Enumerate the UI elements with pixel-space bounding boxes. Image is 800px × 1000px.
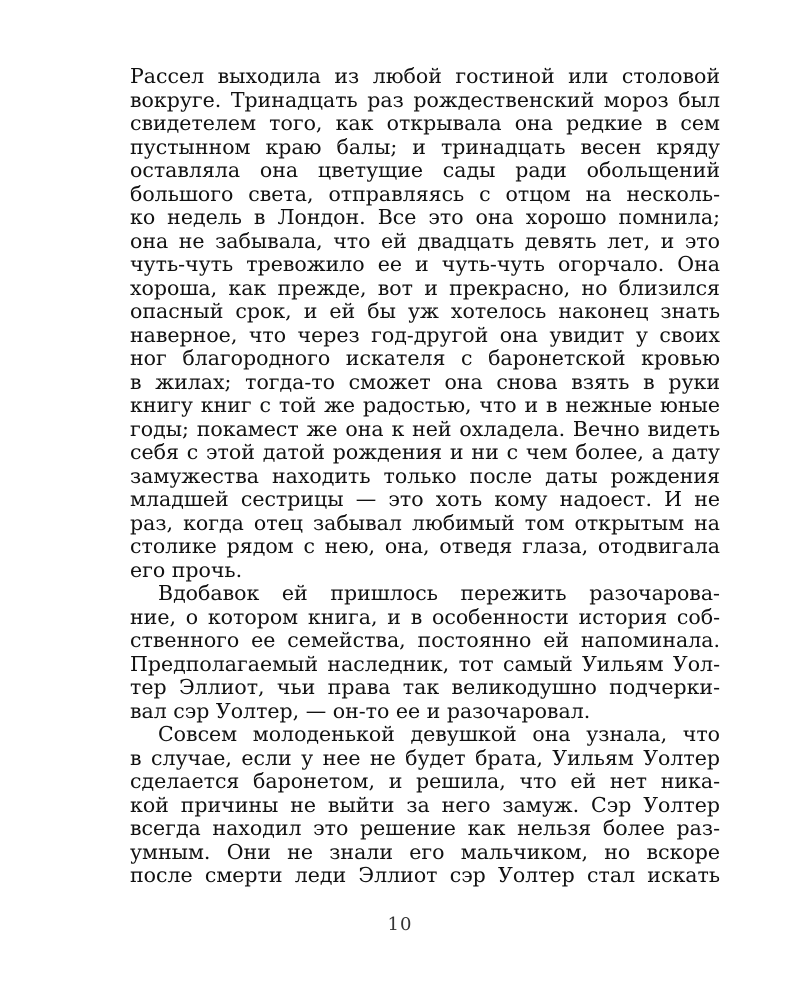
text-line: после смерти леди Эллиот сэр Уолтер стал искать [130,863,720,887]
text-line: замужества находить только после даты рождения [130,463,720,488]
text-line: ног благородного искателя с баронетской кровью [130,346,720,370]
text-line: Вдобавок ей пришлось пережить разочарова- [158,581,720,605]
text-line: раз, когда отец забывал любимый том открытым на [130,510,720,535]
paragraph [130,723,720,888]
text-line: ственного ее семейства, постоянно ей напоминала. [130,628,720,652]
text-line: вал сэр Уолтер, — он-то ее и разочаровал. [130,698,591,723]
text-line: Предполагаемый наследник, тот самый Уильям Уол- [130,651,720,676]
text-line: Рассел выходила из любой гостиной или столовой [130,64,720,88]
text-line: наверное, что через год-другой она увидит у своих [130,322,720,347]
text-line: чуть-чуть тревожило ее и чуть-чуть огорчало. Она [130,252,720,276]
text-line: хороша, как прежде, вот и прекрасно, но близился [130,275,720,300]
text-line: она не забывала, что ей двадцать девять лет, и это [130,228,720,253]
text-line: вокруге. Тринадцать раз рождественский мороз был [130,87,720,112]
text-line: в случае, если у нее не будет брата, Уильям Уолтер [130,745,720,770]
paragraph [130,65,720,582]
text-line: книгу книг с той же радостью, что и в нежные юные [130,393,720,417]
text-line: пустынном краю балы; и тринадцать весен кряду [130,134,720,159]
text-line: оставляла она цветущие сады ради обольщений [130,158,720,182]
text-line: младшей сестрицы — это хоть кому надоест. И не [130,487,720,511]
text-line: его прочь. [130,557,243,582]
body-text [130,65,720,888]
text-line: сделается баронетом, и решила, что ей нет ника- [130,769,720,793]
text-line: всегда находил это решение как нельзя более раз- [130,816,720,840]
text-line: свидетелем того, как открывала она редкие в сем [130,111,720,135]
text-line: кой причины не выйти за него замуж. Сэр Уолтер [130,792,720,817]
text-line: Совсем молоденькой девушкой она узнала, что [158,722,720,746]
text-line: ко недель в Лондон. Все это она хорошо помнила; [130,205,720,229]
text-line: умным. Они не знали его мальчиком, но вскоре [130,839,720,864]
paragraph [130,582,720,723]
text-line: в жилах; тогда-то сможет она снова взять в руки [130,369,720,394]
text-line: себя с этой датой рождения и ни с чем более, а дату [130,440,720,464]
text-line: ние, о котором книга, и в особенности история соб- [130,604,720,629]
text-line: тер Эллиот, чьи права так великодушно подчерки- [130,675,720,699]
text-line: опасный срок, и ей бы уж хотелось наконец знать [130,299,720,323]
text-line: годы; покамест же она к ней охладела. Вечно видеть [130,416,720,441]
page-number: 10 [387,914,413,935]
text-line: столике рядом с нею, она, отведя глаза, отодвигала [130,534,720,558]
text-line: большого света, отправляясь с отцом на несколь- [130,181,720,206]
